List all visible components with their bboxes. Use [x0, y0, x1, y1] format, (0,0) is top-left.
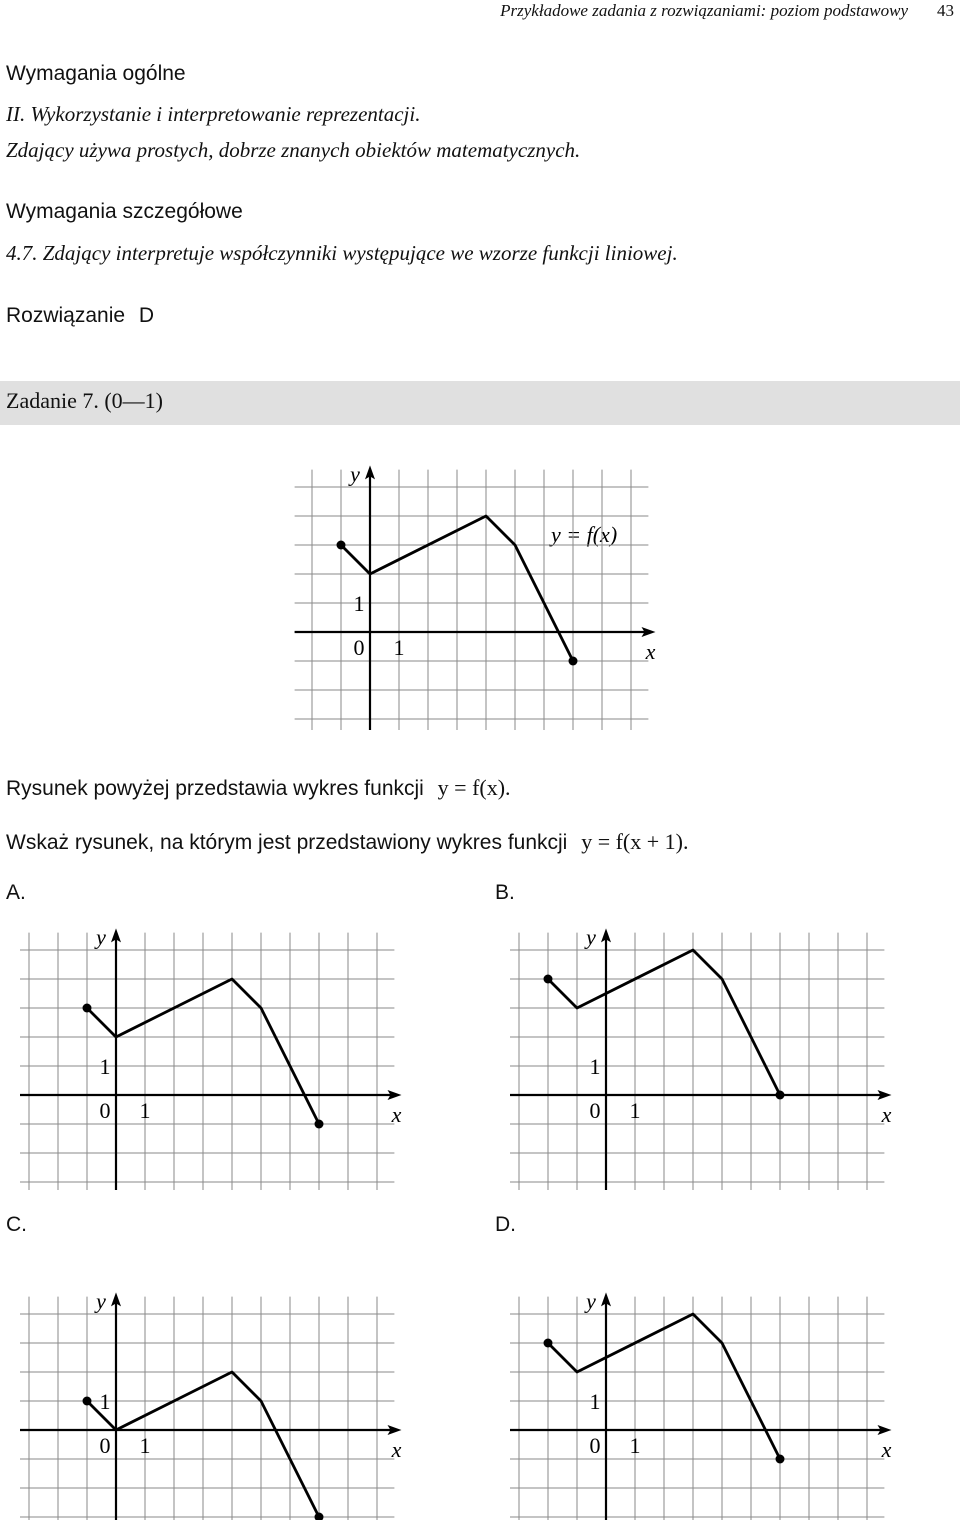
y-tick-1-label: 1: [353, 591, 365, 616]
detailed-requirements-line: 4.7. Zdający interpretuje współczynniki występujące we wzorze funkcji liniowej.: [6, 241, 678, 265]
origin-label: 0: [99, 1098, 111, 1123]
end-point: [776, 1091, 785, 1100]
task-title-bar: [0, 381, 960, 425]
y-tick-1-label: 1: [99, 1054, 111, 1079]
x-tick-1-label: 1: [393, 635, 405, 660]
end-point: [315, 1120, 324, 1129]
y-axis-label: y: [586, 924, 596, 950]
x-tick-1-label: 1: [139, 1433, 151, 1458]
x-axis-label: x: [645, 639, 656, 664]
task-line-2-text: Wskaż rysunek, na którym jest przedstawiony wykres funkcji: [6, 831, 568, 854]
detailed-requirements-heading: Wymagania szczegółowe: [6, 200, 243, 223]
running-header-title: Przykładowe zadania z rozwiązaniami: poziom podstawowy: [500, 1, 908, 20]
y-axis-label: y: [350, 461, 360, 487]
grid-group: [510, 933, 884, 1190]
start-point: [337, 541, 346, 550]
grid-group: [510, 1297, 884, 1520]
general-requirements-line-2: Zdający używa prostych, dobrze znanych obiektów matematycznych.: [6, 138, 581, 162]
x-axis-label: x: [391, 1437, 402, 1462]
y-tick-1-label: 1: [589, 1389, 601, 1414]
task-title: Zadanie 7. (0—1): [6, 388, 163, 413]
y-tick-1-label: 1: [99, 1389, 111, 1414]
end-point: [776, 1455, 785, 1464]
origin-label: 0: [99, 1433, 111, 1458]
page-number: 43: [937, 1, 954, 20]
x-tick-1-label: 1: [629, 1098, 641, 1123]
y-tick-1-label: 1: [589, 1054, 601, 1079]
grid-group: [295, 470, 649, 730]
solution-line: [6, 304, 154, 328]
x-axis-label: x: [881, 1102, 892, 1127]
option-d-graph[interactable]: [510, 1240, 910, 1520]
start-point: [83, 1004, 92, 1013]
origin-label: 0: [353, 635, 365, 660]
origin-label: 0: [589, 1098, 601, 1123]
grid-group: [20, 1297, 394, 1520]
origin-label: 0: [589, 1433, 601, 1458]
general-requirements-heading: Wymagania ogólne: [6, 62, 186, 85]
x-tick-1-label: 1: [629, 1433, 641, 1458]
option-d-label: D.: [495, 1213, 516, 1236]
start-point: [83, 1397, 92, 1406]
option-a-label: A.: [6, 881, 26, 904]
task-line-2: [6, 829, 688, 855]
start-point: [544, 1339, 553, 1348]
grid-group: [20, 933, 394, 1190]
solution-value: D: [138, 304, 155, 327]
task-line-2-formula: y = f(x + 1).: [581, 829, 689, 854]
option-c-label: C.: [6, 1213, 27, 1236]
y-axis-label: y: [96, 924, 106, 950]
x-axis-label: x: [881, 1437, 892, 1462]
function-label: y = f(x): [551, 522, 618, 547]
main-function-graph: [280, 450, 680, 730]
y-axis-label: y: [96, 1288, 106, 1314]
option-b-label: B.: [495, 881, 515, 904]
general-requirements-line-1: II. Wykorzystanie i interpretowanie reprezentacji.: [6, 102, 421, 126]
option-b-graph[interactable]: [510, 905, 910, 1190]
x-tick-1-label: 1: [139, 1098, 151, 1123]
start-point: [544, 975, 553, 984]
y-axis-label: y: [586, 1288, 596, 1314]
task-line-1-formula: y = f(x).: [437, 775, 511, 800]
task-line-1: [6, 775, 511, 801]
option-c-graph[interactable]: [20, 1240, 420, 1520]
end-point: [569, 657, 578, 666]
option-a-graph[interactable]: [20, 905, 420, 1190]
solution-label: Rozwiązanie: [6, 304, 126, 327]
task-line-1-text: Rysunek powyżej przedstawia wykres funkcji: [6, 777, 424, 800]
x-axis-label: x: [391, 1102, 402, 1127]
